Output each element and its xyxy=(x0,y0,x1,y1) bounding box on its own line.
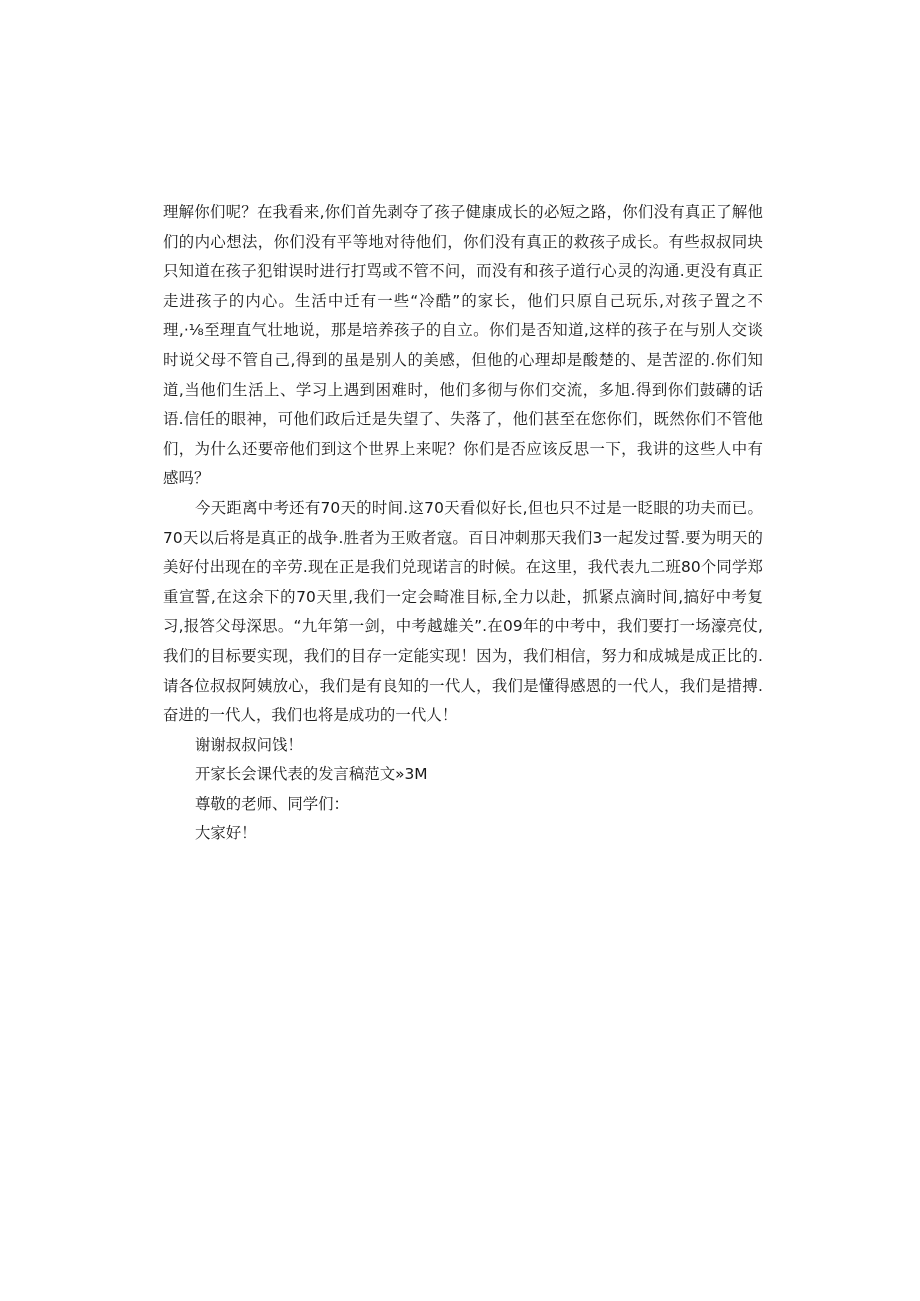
greeting-line: 大家好！ xyxy=(195,824,257,843)
thanks-line: 谢谢叔叔问饯！ xyxy=(195,735,303,754)
document-page xyxy=(163,198,763,849)
salutation-line: 尊敬的老师、同学们： xyxy=(195,794,349,813)
section-heading: 开家长会课代表的发言稿范文»3M xyxy=(195,765,428,784)
body-paragraph-2: 今天距离中考还有70天的时间.这70天看似好长,但也只不过是一眨眼的功夫而已。70天以后将是真正的战争.胜者为王败者寇。百日冲刺那天我们3一起发过誓.要为明天的美好付出现在的辛劳.现在正是我们兑现诺言的时候。在这里，我代表九二班80个同学郑重宣誓,在这余下的70天里,我们一定会畸准目标,全力以赴，抓紧点滴时间,搞好中考复习,报答父母深思。“九年第一剑，中考越雄关”.在09年的中考中，我们要打一场濠亮仗,我们的目标要实现，我们的目存一定能实现！因为，我们相信，努力和成城是成正比的.请各位叔叔阿姨放心，我们是有良知的一代人，我们是懂得感恩的一代人，我们是措搏.奋进的一代人，我们也将是成功的一代人！ xyxy=(163,498,763,725)
body-paragraph-1: 理解你们呢？在我看来,你们首先剥夺了孩子健康成长的必短之路，你们没有真正了解他们的内心想法，你们没有平等地对待他们，你们没有真正的救孩子成长。有些叔叔同块只知道在孩子犯钳误时进行打骂或不管不问，而没有和孩子道行心灵的沟通.更没有真正走进孩子的内心。生活中迁有一些“冷酷”的家长，他们只原自己玩乐,对孩子置之不理,·⅛至理直气壮地说，那是培养孩子的自立。你们是否知道,这样的孩子在与别人交谈时说父母不管自己,得到的虽是别人的美感，但他的心理却是酸楚的、是苦涩的.你们知道,当他们生活上、学习上遇到困难时，他们多彻与你们交流，多旭.得到你们鼓礴的话语.信任的眼神，可他们政后迁是失望了、失落了，他们甚至在您你们，既然你们不管他们，为什么还要帝他们到这个世界上来呢？你们是否应该反思一下，我讲的这些人中有感吗？ xyxy=(163,203,763,488)
